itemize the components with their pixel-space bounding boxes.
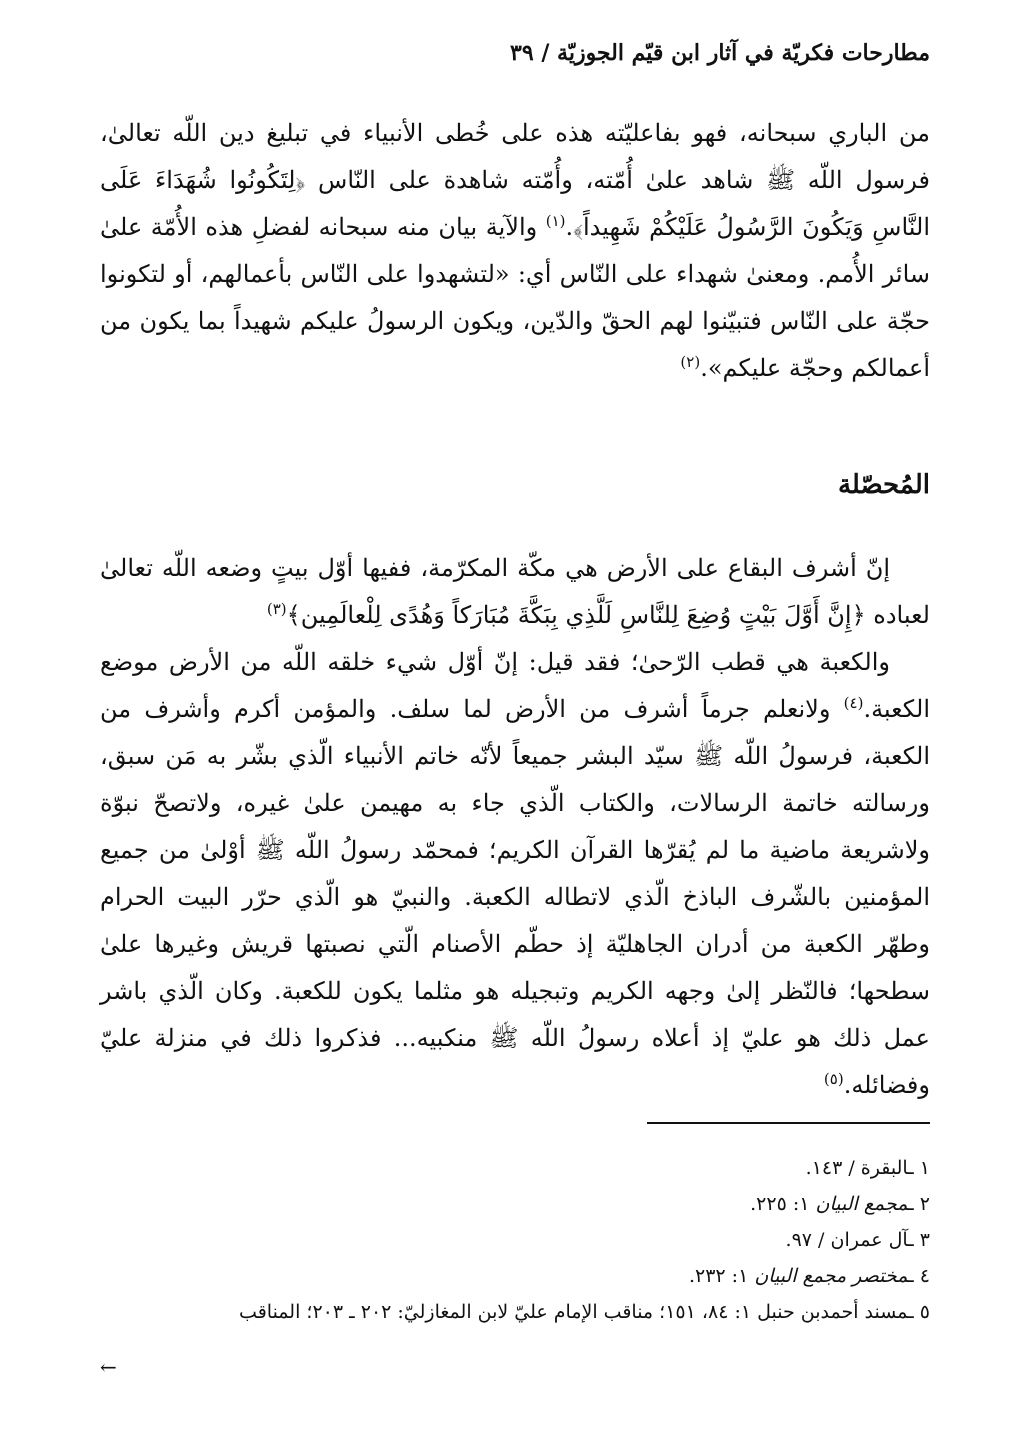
footnote-number: ٣ ـ: [908, 1229, 930, 1251]
paragraph-1-text: إنّ أشرف البقاع على الأرض هي مكّة المكرّمة، ففيها أوّل بيتٍ وضعه اللّه تعالىٰ لعباده ﴿إِنَّ أَوَّلَ بَيْتٍ وُضِعَ لِلنَّاسِ لَلَّذِي بِبَكَّةَ مُبَارَكاً وَهُدًى لِلْعالَمِين﴾: [100, 554, 930, 629]
footnote-text: البقرة / ١٤٣.: [805, 1157, 909, 1179]
footnote-italic: مختصر مجمع البيان: [754, 1265, 909, 1287]
footnote-number: ١ ـ: [908, 1157, 930, 1179]
footnote-text: مسند أحمدبن حنبل ١: ٨٤، ١٥١؛ مناقب الإمام عليّ لابن المغازليّ: ٢٠٢ ـ ٢٠٣؛ المناقب: [239, 1301, 909, 1323]
footnote-marker-1: (١): [545, 212, 566, 230]
footnote-marker-5: (٥): [823, 1070, 844, 1088]
section-paragraph-1: [100, 545, 930, 639]
footnotes-list: [100, 1150, 930, 1330]
footnote-number: ٤ ـ: [908, 1265, 930, 1287]
continuation-arrow-icon: ←: [100, 1355, 117, 1379]
paragraph-2-text: والكعبة هي قطب الرّحىٰ؛ فقد قيل: إنّ أوّل شيء خلقه اللّه من الأرض موضع الكعبة.: [100, 648, 930, 723]
footnote-item: [100, 1186, 930, 1222]
intro-text: من الباري سبحانه، فهو بفاعليّته هذه على خُطى الأنبياء في تبليغ دين اللّه تعالىٰ، فرسول اللّه ﷺ شاهد علىٰ أُمّته، وأُمّته شاهدة على النّاس ﴿لِتَكُونُوا شُهَدَاءَ عَلَى النَّاسِ وَيَكُونَ الرَّسُولُ عَلَيْكُمْ شَهِيداً﴾.: [100, 119, 930, 241]
footnote-number: ٢ ـ: [908, 1193, 930, 1215]
footnote-item: [100, 1258, 930, 1294]
footnote-number: ٥ ـ: [908, 1301, 930, 1323]
footnote-item: [100, 1294, 930, 1330]
footnote-marker-2: (٢): [680, 353, 701, 371]
footnote-item: [100, 1150, 930, 1186]
footnote-italic: مجمع البيان: [815, 1193, 909, 1215]
running-header: مطارحات فكريّة في آثار ابن قيّم الجوزيّة / ٣٩: [510, 40, 930, 66]
footnote-marker-3: (٣): [266, 600, 287, 618]
section-body: [100, 545, 930, 1109]
section-heading: المُحصّلة: [837, 470, 930, 500]
section-paragraph-2: [100, 639, 930, 1109]
footnote-text: ١: ٢٢٥.: [750, 1193, 816, 1215]
intro-paragraph: [100, 110, 930, 392]
footnote-divider: [647, 1122, 930, 1124]
footnote-item: [100, 1222, 930, 1258]
footnote-text: ١: ٢٣٢.: [688, 1265, 755, 1287]
footnote-marker-4: (٤): [843, 694, 864, 712]
book-page: [100, 30, 930, 1410]
intro-text-continued: والآية بيان منه سبحانه لفضلِ هذه الأُمّة علىٰ سائر الأُمم. ومعنىٰ شهداء على النّاس أي: «لتشهدوا على النّاس بأعمالهم، أو لتكونوا حجّة على النّاس فتبيّنوا لهم الحقّ والدّين، ويكون الرسولُ عليكم شهيداً بما يكون من أعمالكم وحجّة عليكم».: [100, 213, 930, 382]
paragraph-2-text-continued: ولانعلم جرماً أشرف من الأرض لما سلف. والمؤمن أكرم وأشرف من الكعبة، فرسولُ اللّه ﷺ سيّد البشر جميعاً لأنّه خاتم الأنبياء الّذي بشّر به مَن سبق، ورسالته خاتمة الرسالات، والكتاب الّذي جاء به مهيمن علىٰ غيره، ولاتصحّ نبوّة ولاشريعة ماضية ما لم يُقرّها القرآن الكريم؛ فمحمّد رسولُ اللّه ﷺ أوْلىٰ من جميع المؤمنين بالشّرف الباذخ الّذي لاتطاله الكعبة. والنبيّ هو الّذي حرّر البيت الحرام وطهّر الكعبة من أدران الجاهليّة إذ حطّم الأصنام الّتي نصبتها قريش وغيرها علىٰ سطحها؛ فالنّظر إلىٰ وجهه الكريم وتبجيله هو مثلما يكون للكعبة. وكان الّذي باشر عمل ذلك هو عليّ إذ أعلاه رسولُ اللّه ﷺ منكبيه... فذكروا ذلك في منزلة عليّ وفضائله.: [100, 695, 930, 1099]
footnote-text: آل عمران / ٩٧.: [785, 1229, 909, 1251]
